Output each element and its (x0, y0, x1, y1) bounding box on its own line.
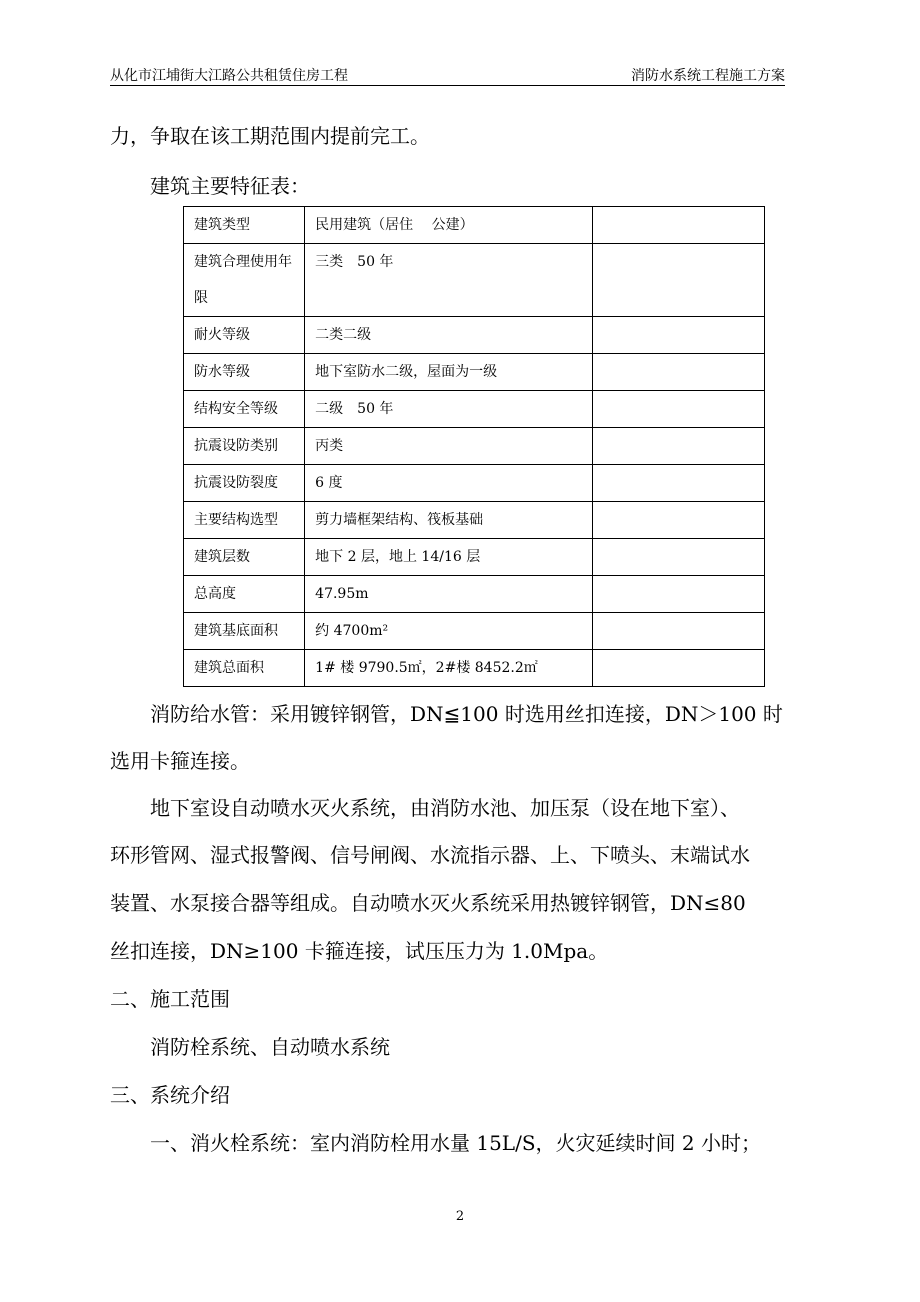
paragraph-sprinkler-line-2: 环形管网、湿式报警阀、信号闸阀、水流指示器、上、下喷头、末端试水 (110, 843, 750, 867)
section-heading-scope: 二、施工范围 (110, 987, 230, 1011)
table-caption: 建筑主要特征表： (150, 174, 310, 198)
row-label: 建筑合理使用年限 (184, 244, 305, 317)
row-label: 防水等级 (184, 354, 305, 391)
page-number: 2 (455, 1209, 465, 1224)
table-row (184, 650, 765, 687)
row-extra (593, 354, 765, 391)
row-extra (593, 428, 765, 465)
row-label: 建筑类型 (184, 207, 305, 244)
row-label: 建筑基底面积 (184, 613, 305, 650)
row-extra (593, 465, 765, 502)
table-row (184, 613, 765, 650)
row-value: 地下室防水二级，屋面为一级 (305, 354, 593, 391)
table-row (184, 576, 765, 613)
paragraph-sprinkler-line-4: 丝扣连接，DN≥100 卡箍连接，试压压力为 1.0Mpa。 (110, 939, 609, 963)
table-row (184, 317, 765, 354)
row-extra (593, 391, 765, 428)
table-row (184, 465, 765, 502)
row-extra (593, 317, 765, 354)
section-heading-system: 三、系统介绍 (110, 1083, 230, 1107)
row-extra (593, 502, 765, 539)
table-row (184, 391, 765, 428)
row-label: 抗震设防裂度 (184, 465, 305, 502)
row-label: 建筑总面积 (184, 650, 305, 687)
row-extra (593, 539, 765, 576)
row-value: 三类 50 年 (305, 244, 593, 317)
project-title: 从化市江埔街大江路公共租赁住房工程 (110, 68, 348, 84)
row-extra (593, 613, 765, 650)
row-value: 剪力墙框架结构、筏板基础 (305, 502, 593, 539)
row-label: 主要结构选型 (184, 502, 305, 539)
table-row (184, 428, 765, 465)
document-title: 消防水系统工程施工方案 (631, 68, 785, 84)
row-value: 地下 2 层，地上 14/16 层 (305, 539, 593, 576)
paragraph-scope: 消防栓系统、自动喷水系统 (150, 1035, 390, 1059)
paragraph-sprinkler-line-3: 装置、水泵接合器等组成。自动喷水灭火系统采用热镀锌钢管，DN≤80 (110, 891, 746, 915)
row-label: 总高度 (184, 576, 305, 613)
row-extra (593, 576, 765, 613)
row-extra (593, 207, 765, 244)
table-row (184, 244, 765, 317)
paragraph-sprinkler-line-1: 地下室设自动喷水灭火系统，由消防水池、加压泵（设在地下室）、 (150, 796, 740, 820)
row-value: 丙类 (305, 428, 593, 465)
table-row (184, 539, 765, 576)
building-features-table (183, 206, 765, 687)
row-label: 建筑层数 (184, 539, 305, 576)
page-header (110, 63, 785, 86)
paragraph-continuation: 力，争取在该工期范围内提前完工。 (110, 124, 430, 148)
row-extra (593, 244, 765, 317)
row-value: 1# 楼 9790.5㎡，2#楼 8452.2㎡ (305, 650, 593, 687)
row-value: 二类二级 (305, 317, 593, 354)
row-label: 结构安全等级 (184, 391, 305, 428)
paragraph-pipe-line-1: 消防给水管：采用镀锌钢管，DN≦100 时选用丝扣连接，DN＞100 时 (150, 702, 783, 726)
row-value: 6 度 (305, 465, 593, 502)
row-extra (593, 650, 765, 687)
row-value: 民用建筑（居住 公建） (305, 207, 593, 244)
row-value: 47.95m (305, 576, 593, 613)
row-label: 抗震设防类别 (184, 428, 305, 465)
table-row (184, 207, 765, 244)
table-row (184, 354, 765, 391)
row-label: 耐火等级 (184, 317, 305, 354)
paragraph-pipe-line-2: 选用卡箍连接。 (110, 749, 250, 773)
row-value: 约 4700m² (305, 613, 593, 650)
paragraph-hydrant: 一、消火栓系统：室内消防栓用水量 15L/S，火灾延续时间 2 小时； (150, 1131, 761, 1155)
row-value: 二级 50 年 (305, 391, 593, 428)
table-row (184, 502, 765, 539)
